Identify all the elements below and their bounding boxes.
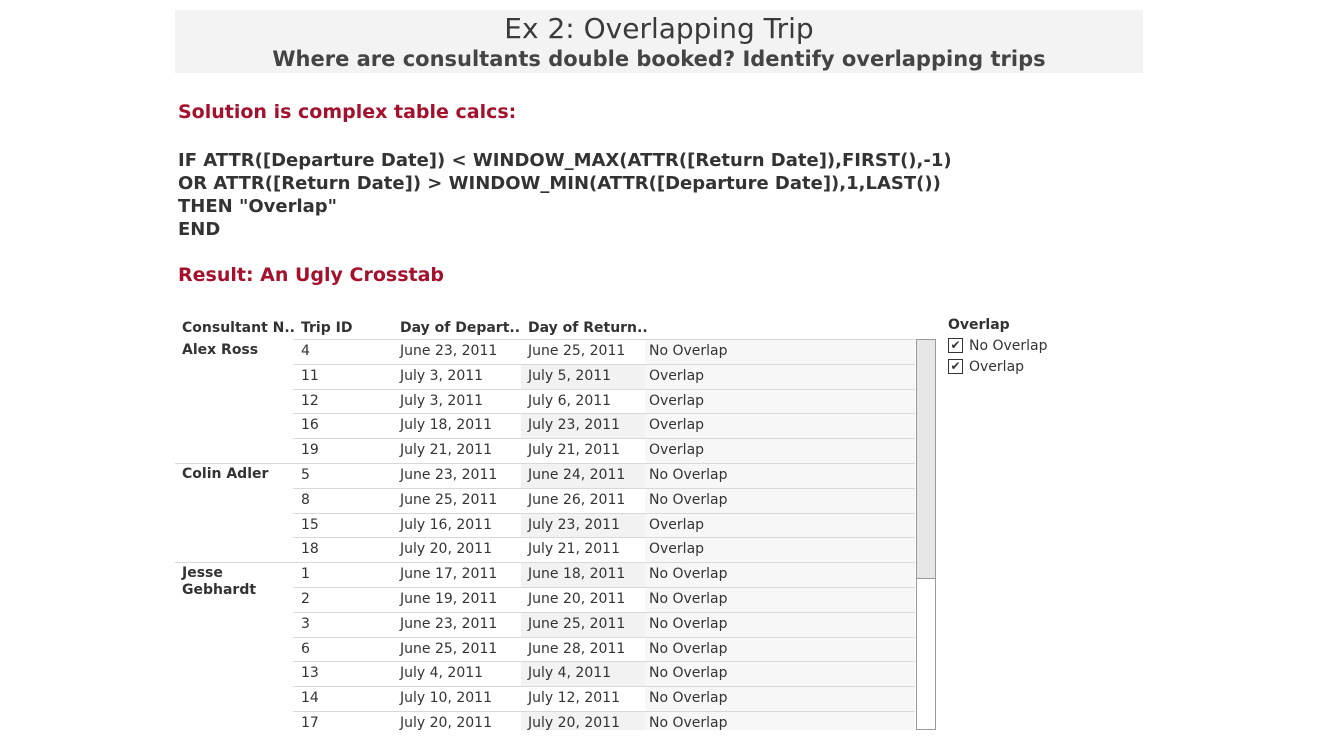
trip-id-cell[interactable]: 3 <box>301 615 310 632</box>
trip-id-cell[interactable]: 11 <box>301 367 319 384</box>
return-cell[interactable]: June 25, 2011 <box>528 615 626 632</box>
trip-id-cell[interactable]: 13 <box>301 665 319 682</box>
formula-line: OR ATTR([Return Date]) > WINDOW_MIN(ATTR([Departure Date]),1,LAST()) <box>178 173 941 194</box>
formula-block <box>178 149 952 241</box>
overlap-cell[interactable]: No Overlap <box>649 591 728 607</box>
return-cell[interactable]: July 12, 2011 <box>528 690 620 707</box>
legend-label: No Overlap <box>969 337 1048 354</box>
departure-cell[interactable]: June 25, 2011 <box>400 640 498 657</box>
formula-line: THEN "Overlap" <box>178 196 338 217</box>
consultant-name[interactable]: Colin Adler <box>182 466 269 482</box>
overlap-cell[interactable]: No Overlap <box>649 343 728 359</box>
return-cell[interactable]: June 24, 2011 <box>528 467 626 483</box>
overlap-cell[interactable]: No Overlap <box>649 566 728 583</box>
departure-cell[interactable]: July 20, 2011 <box>400 541 492 558</box>
return-cell[interactable]: July 23, 2011 <box>528 417 620 434</box>
return-cell[interactable]: June 18, 2011 <box>528 566 626 583</box>
return-cell[interactable]: July 20, 2011 <box>528 715 620 730</box>
overlap-cell[interactable]: No Overlap <box>649 665 728 682</box>
departure-cell[interactable]: July 18, 2011 <box>400 417 492 434</box>
departure-cell[interactable]: July 20, 2011 <box>400 715 492 730</box>
result-heading: Result: An Ugly Crosstab <box>178 264 445 286</box>
return-cell[interactable]: July 23, 2011 <box>528 516 620 533</box>
formula-line: END <box>178 219 221 240</box>
departure-cell[interactable]: July 21, 2011 <box>400 442 492 459</box>
overlap-cell[interactable]: Overlap <box>649 417 705 434</box>
departure-cell[interactable]: July 10, 2011 <box>400 690 492 707</box>
departure-cell[interactable]: July 3, 2011 <box>400 367 484 384</box>
overlap-cell[interactable]: Overlap <box>649 541 705 558</box>
overlap-legend <box>948 317 1048 377</box>
trip-id-cell[interactable]: 8 <box>301 491 310 508</box>
departure-cell[interactable]: July 16, 2011 <box>400 516 492 533</box>
return-cell[interactable]: June 25, 2011 <box>528 343 626 359</box>
return-cell[interactable]: June 28, 2011 <box>528 640 626 657</box>
checkbox-no-overlap[interactable]: ✔ <box>948 338 963 353</box>
overlap-cell[interactable]: No Overlap <box>649 491 728 508</box>
return-cell[interactable]: June 20, 2011 <box>528 591 626 607</box>
overlap-cell[interactable]: No Overlap <box>649 715 728 730</box>
trip-id-cell[interactable]: 12 <box>301 392 319 409</box>
overlap-cell[interactable]: No Overlap <box>649 690 728 707</box>
trip-id-cell[interactable]: 17 <box>301 715 319 730</box>
return-cell[interactable]: July 5, 2011 <box>528 367 612 384</box>
consultant-name[interactable]: Alex Ross <box>182 342 259 358</box>
return-cell[interactable]: July 4, 2011 <box>528 665 612 682</box>
departure-cell[interactable]: June 23, 2011 <box>400 467 498 483</box>
overlap-cell[interactable]: No Overlap <box>649 615 728 632</box>
overlap-cell[interactable]: Overlap <box>649 516 705 533</box>
trip-id-cell[interactable]: 5 <box>301 467 310 483</box>
overlap-cell[interactable]: No Overlap <box>649 640 728 657</box>
solution-heading: Solution is complex table calcs: <box>178 101 517 123</box>
departure-cell[interactable]: June 23, 2011 <box>400 615 498 632</box>
trip-id-cell[interactable]: 2 <box>301 591 310 607</box>
trip-id-cell[interactable]: 14 <box>301 690 319 707</box>
trip-id-cell[interactable]: 6 <box>301 640 310 657</box>
consultant-name[interactable]: Jesse Gebhardt <box>182 565 257 599</box>
return-cell[interactable]: July 21, 2011 <box>528 442 620 459</box>
page-subtitle: Where are consultants double booked? Identify overlapping trips <box>272 47 1046 71</box>
trip-id-cell[interactable]: 1 <box>301 566 310 583</box>
column-header-consultant[interactable]: Consultant N.. <box>182 320 295 336</box>
page-title: Ex 2: Overlapping Trip <box>504 12 814 45</box>
overlap-cell[interactable]: Overlap <box>649 367 705 384</box>
legend-label: Overlap <box>969 358 1025 375</box>
legend-title: Overlap <box>948 317 1010 333</box>
vertical-scrollbar[interactable] <box>916 339 936 730</box>
departure-cell[interactable]: June 25, 2011 <box>400 491 498 508</box>
column-header-trip-id[interactable]: Trip ID <box>301 320 353 336</box>
departure-cell[interactable]: June 19, 2011 <box>400 591 498 607</box>
overlap-cell[interactable]: Overlap <box>649 392 705 409</box>
scrollbar-thumb[interactable] <box>917 340 935 579</box>
title-band <box>175 10 1143 73</box>
legend-item-no-overlap[interactable] <box>948 335 1048 356</box>
overlap-cell[interactable]: Overlap <box>649 442 705 459</box>
column-header-return[interactable]: Day of Return.. <box>528 320 648 336</box>
trip-id-cell[interactable]: 16 <box>301 417 319 434</box>
overlap-cell[interactable]: No Overlap <box>649 467 728 483</box>
header-divider <box>293 339 915 340</box>
departure-cell[interactable]: June 23, 2011 <box>400 343 498 359</box>
return-cell[interactable]: July 21, 2011 <box>528 541 620 558</box>
checkbox-overlap[interactable]: ✔ <box>948 359 963 374</box>
departure-cell[interactable]: July 4, 2011 <box>400 665 484 682</box>
trip-id-cell[interactable]: 4 <box>301 343 310 359</box>
trip-id-cell[interactable]: 18 <box>301 541 319 558</box>
return-cell[interactable]: June 26, 2011 <box>528 491 626 508</box>
trip-id-cell[interactable]: 19 <box>301 442 319 459</box>
return-cell[interactable]: July 6, 2011 <box>528 392 612 409</box>
crosstab-table[interactable] <box>175 318 915 730</box>
formula-line: IF ATTR([Departure Date]) < WINDOW_MAX(ATTR([Return Date]),FIRST(),-1) <box>178 150 952 171</box>
departure-cell[interactable]: July 3, 2011 <box>400 392 484 409</box>
departure-cell[interactable]: June 17, 2011 <box>400 566 498 583</box>
column-header-departure[interactable]: Day of Depart.. <box>400 320 521 336</box>
legend-item-overlap[interactable] <box>948 356 1048 377</box>
trip-id-cell[interactable]: 15 <box>301 516 319 533</box>
